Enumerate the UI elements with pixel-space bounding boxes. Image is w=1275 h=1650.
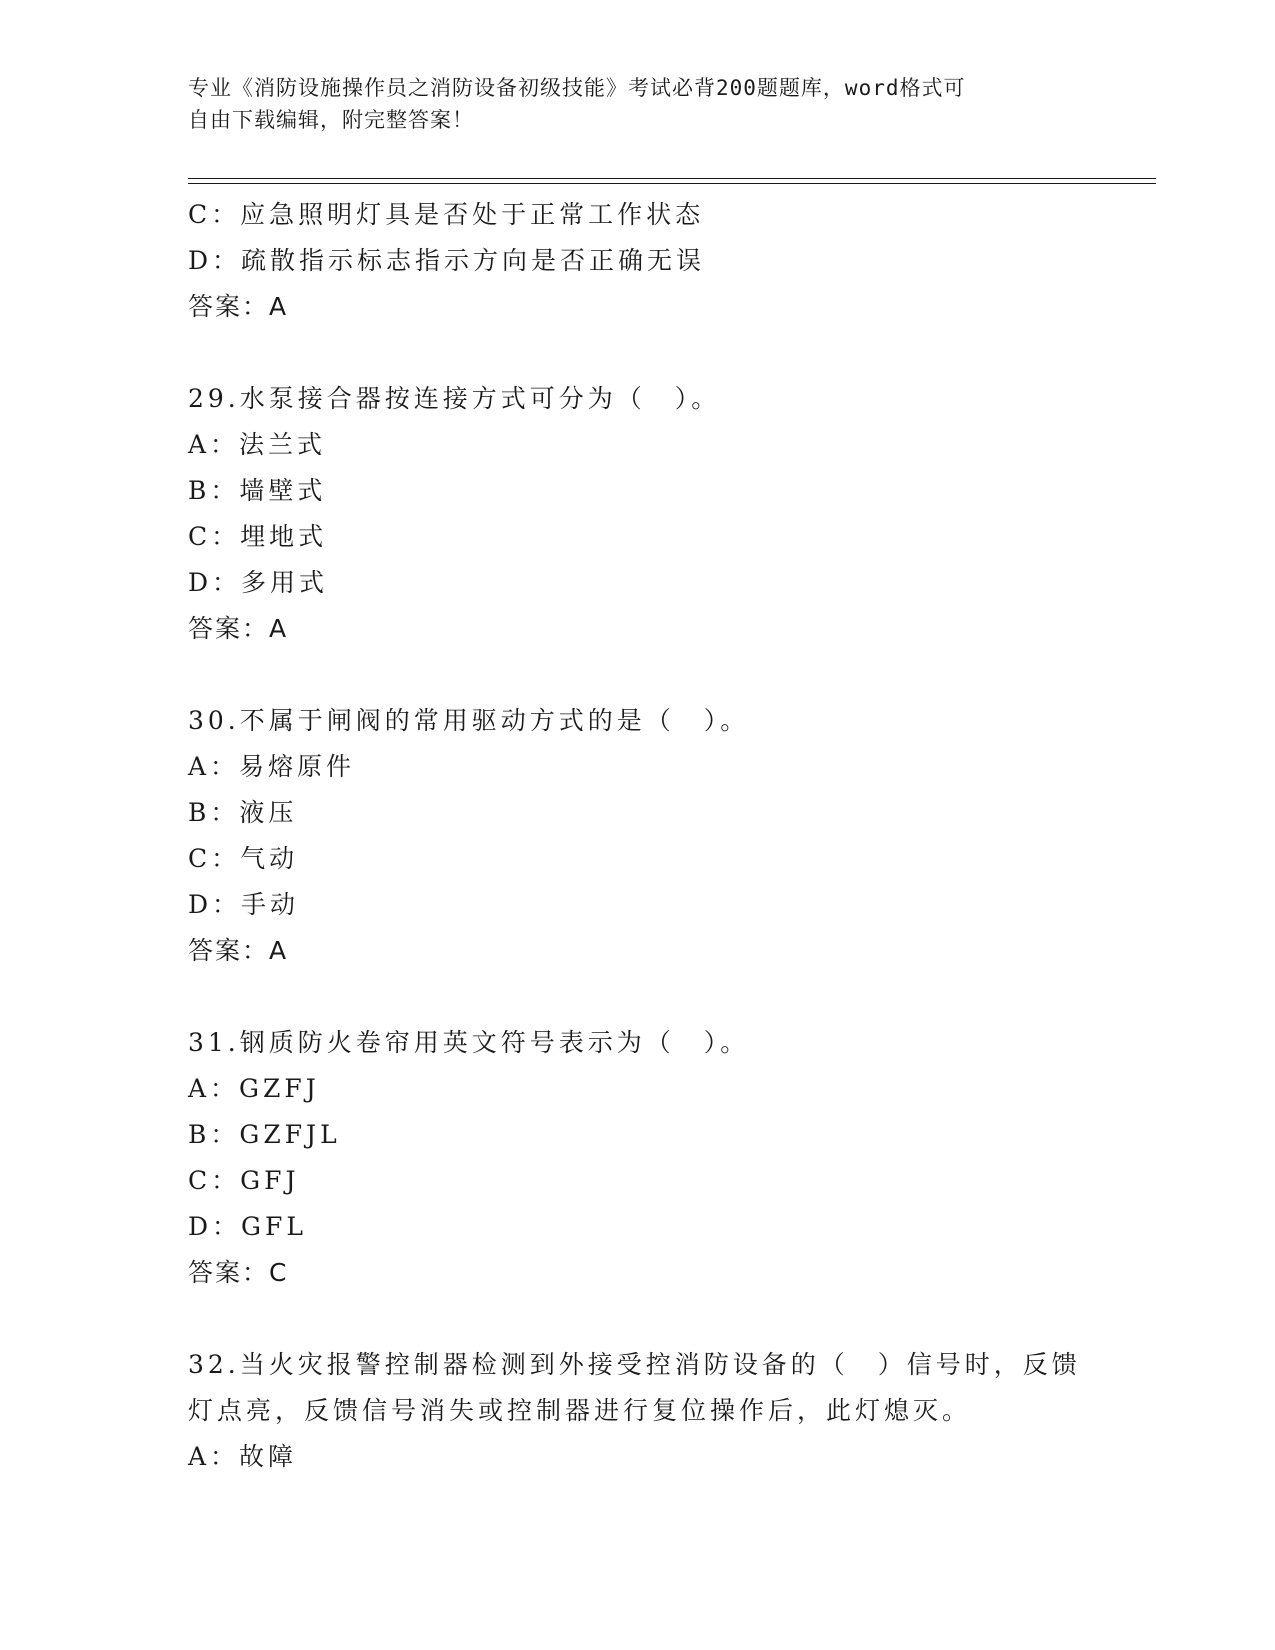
option-a: A：GZFJ <box>188 1074 320 1103</box>
question-text: 31.钢质防火卷帘用英文符号表示为（ ）。 <box>188 1028 750 1057</box>
option-a: A：易熔原件 <box>188 752 356 781</box>
option-c: C：应急照明灯具是否处于正常工作状态 <box>188 200 705 229</box>
option-b: B：液压 <box>188 798 298 827</box>
document-header <box>188 72 1088 136</box>
answer: 答案：A <box>188 614 289 643</box>
spacer <box>188 330 1088 376</box>
question-29 <box>188 376 1088 652</box>
option-b: B：墙壁式 <box>188 476 327 505</box>
question-list <box>188 192 1088 1480</box>
header-line-1: 专业《消防设施操作员之消防设备初级技能》考试必背200题题库，word格式可 <box>188 76 966 100</box>
spacer <box>188 1296 1088 1342</box>
question-30 <box>188 698 1088 974</box>
header-divider-bottom <box>188 183 1156 184</box>
option-a: A：法兰式 <box>188 430 327 459</box>
question-text-line-1: 32.当火灾报警控制器检测到外接受控消防设备的（ ）信号时，反馈 <box>188 1350 1081 1379</box>
option-c: C：气动 <box>188 844 299 873</box>
option-c: C：GFJ <box>188 1166 300 1195</box>
question-31 <box>188 1020 1088 1296</box>
question-text-line-2: 灯点亮，反馈信号消失或控制器进行复位操作后，此灯熄灭。 <box>188 1396 972 1425</box>
answer: 答案：A <box>188 936 289 965</box>
option-c: C：埋地式 <box>188 522 328 551</box>
question-text: 30.不属于闸阀的常用驱动方式的是（ ）。 <box>188 706 750 735</box>
spacer <box>188 974 1088 1020</box>
option-d: D：手动 <box>188 890 300 919</box>
spacer <box>188 652 1088 698</box>
header-line-2: 自由下载编辑，附完整答案！ <box>188 108 474 132</box>
option-d: D：疏散指示标志指示方向是否正确无误 <box>188 246 706 275</box>
option-b: B：GZFJL <box>188 1120 341 1149</box>
question-text: 29.水泵接合器按连接方式可分为（ ）。 <box>188 384 721 413</box>
header-divider-top <box>188 178 1156 179</box>
option-a: A：故障 <box>188 1442 298 1471</box>
option-d: D：GFL <box>188 1212 307 1241</box>
option-d: D：多用式 <box>188 568 329 597</box>
answer: 答案：A <box>188 292 289 321</box>
question-32 <box>188 1342 1088 1480</box>
answer: 答案：C <box>188 1258 289 1287</box>
question-28-tail <box>188 192 1088 330</box>
